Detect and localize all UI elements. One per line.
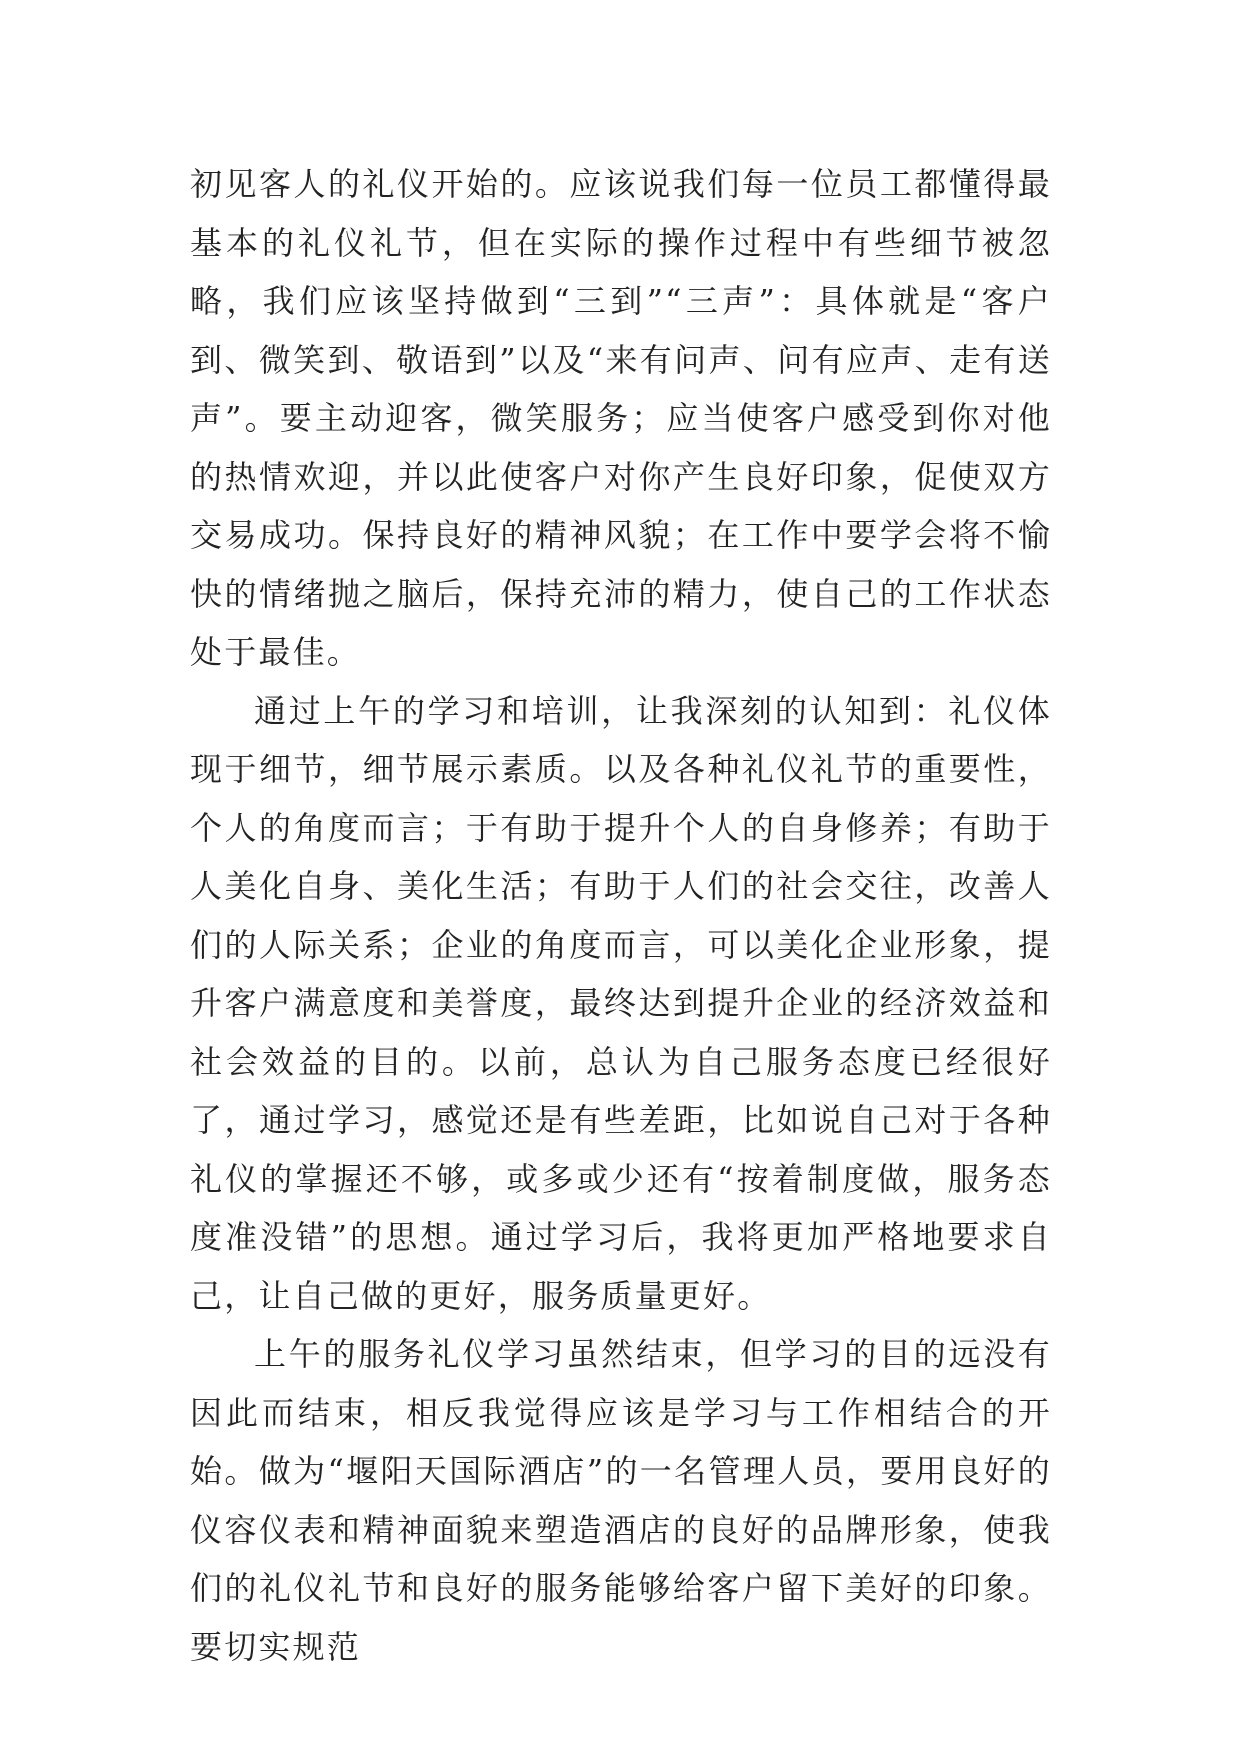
paragraph-1: 初见客人的礼仪开始的。应该说我们每一位员工都懂得最基本的礼仪礼节，但在实际的操作过程中有些细节被忽略，我们应该坚持做到“三到”“三声”：具体就是“客户到、微笑到、敬语到”以及“来有问声、问有应声、走有送声”。要主动迎客，微笑服务；应当使客户感受到你对他的热情欢迎，并以此使客户对你产生良好印象，促使双方交易成功。保持良好的精神风貌；在工作中要学会将不愉快的情绪抛之脑后，保持充沛的精力，使自己的工作状态处于最佳。 [190,165,1052,671]
document-body [190,155,1052,1676]
paragraph-2: 通过上午的学习和培训，让我深刻的认知到：礼仪体现于细节，细节展示素质。以及各种礼仪礼节的重要性，个人的角度而言；于有助于提升个人的自身修养；有助于人美化自身、美化生活；有助于人们的社会交往，改善人们的人际关系；企业的角度而言，可以美化企业形象，提升客户满意度和美誉度，最终达到提升企业的经济效益和社会效益的目的。以前，总认为自己服务态度已经很好了，通过学习，感觉还是有些差距，比如说自己对于各种礼仪的掌握还不够，或多或少还有“按着制度做，服务态度准没错”的思想。通过学习后，我将更加严格地要求自己，让自己做的更好，服务质量更好。 [190,691,1052,1315]
paragraph-3: 上午的服务礼仪学习虽然结束，但学习的目的远没有因此而结束，相反我觉得应该是学习与工作相结合的开始。做为“堰阳天国际酒店”的一名管理人员，要用良好的仪容仪表和精神面貌来塑造酒店的良好的品牌形象，使我们的礼仪礼节和良好的服务能够给客户留下美好的印象。要切实规范 [190,1335,1052,1666]
